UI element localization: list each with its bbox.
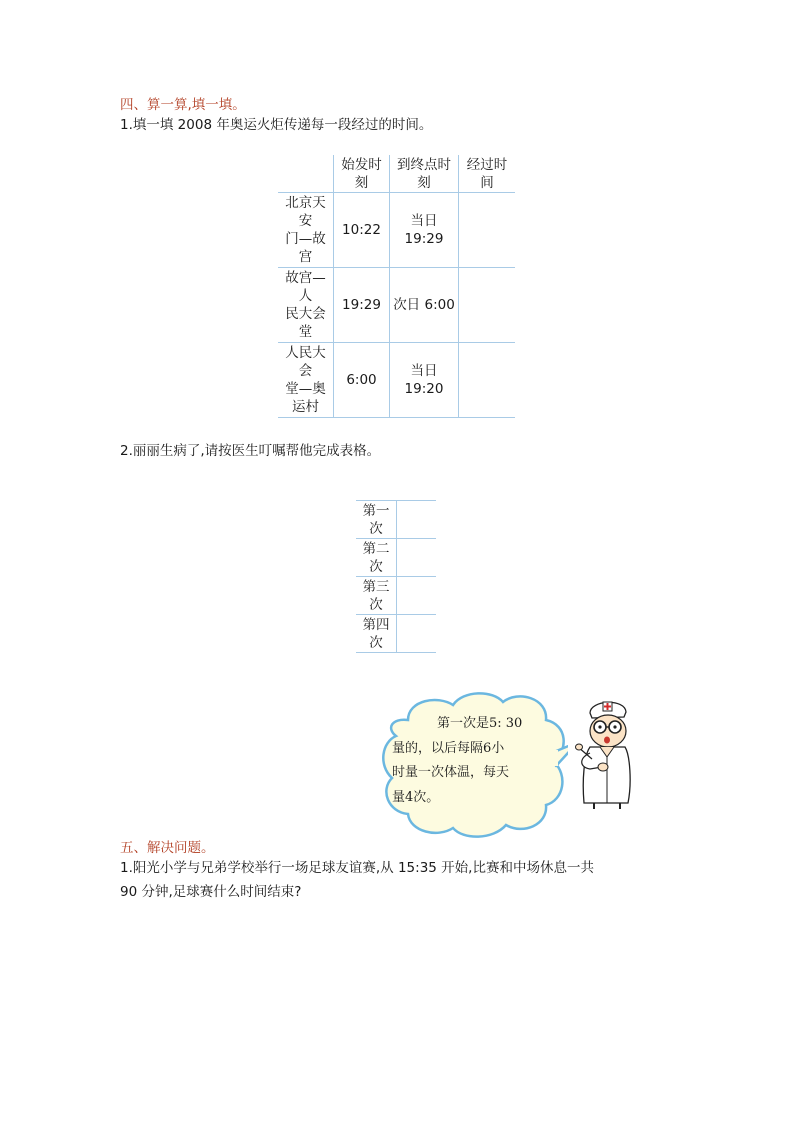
elapsed-answer-cell[interactable]	[459, 268, 516, 343]
bubble-line: 第一次是5: 30	[437, 716, 523, 731]
measurement-label: 第四 次	[356, 615, 397, 653]
table-row	[278, 343, 515, 418]
bubble-line: 量的，以后每隔6小	[392, 740, 505, 756]
bubble-line: 时量一次体温，每天	[392, 765, 510, 780]
header-end-time: 到终点时 刻	[390, 155, 459, 193]
measurement-label: 第三 次	[356, 577, 397, 615]
temperature-schedule-table	[356, 500, 436, 653]
table-row	[356, 615, 436, 653]
end-time-cell: 当日 19:29	[390, 193, 459, 268]
measurement-time-answer[interactable]	[397, 501, 437, 539]
header-elapsed-time: 经过时 间	[459, 155, 516, 193]
table-row	[356, 577, 436, 615]
elapsed-answer-cell[interactable]	[459, 343, 516, 418]
header-start-time: 始发时 刻	[334, 155, 390, 193]
question-1-text: 1.填一填 2008 年奥运火炬传递每一段经过的时间。	[120, 117, 433, 133]
problem-1-line-1: 1.阳光小学与兄弟学校举行一场足球友谊赛,从 15:35 开始,比赛和中场休息一共	[120, 860, 594, 876]
start-time-cell: 19:29	[334, 268, 390, 343]
table-row	[356, 539, 436, 577]
section5-heading: 五、解决问题。	[120, 840, 215, 856]
bubble-line: 量4次。	[392, 789, 440, 805]
start-time-cell: 6:00	[334, 343, 390, 418]
measurement-time-answer[interactable]	[397, 615, 437, 653]
end-time-cell: 当日 19:20	[390, 343, 459, 418]
section4-heading: 四、算一算,填一填。	[120, 97, 246, 113]
start-time-cell: 10:22	[334, 193, 390, 268]
table-row	[278, 268, 515, 343]
measurement-time-answer[interactable]	[397, 539, 437, 577]
header-blank-cell	[278, 155, 334, 193]
route-cell: 人民大 会 堂—奥 运村	[278, 343, 334, 418]
question-2-text: 2.丽丽生病了,请按医生叮嘱帮他完成表格。	[120, 443, 381, 459]
route-cell: 北京天 安 门—故 宫	[278, 193, 334, 268]
end-time-cell: 次日 6:00	[390, 268, 459, 343]
table-header-row	[278, 155, 515, 193]
table-row	[356, 501, 436, 539]
torch-relay-table	[278, 155, 515, 418]
measurement-label: 第二 次	[356, 539, 397, 577]
doctor-illustration	[570, 695, 645, 810]
table-row	[278, 193, 515, 268]
problem-1-line-2: 90 分钟,足球赛什么时间结束?	[120, 884, 302, 900]
doctor-instructions	[392, 712, 552, 810]
elapsed-answer-cell[interactable]	[459, 193, 516, 268]
measurement-label: 第一 次	[356, 501, 397, 539]
route-cell: 故宫— 人 民大会 堂	[278, 268, 334, 343]
measurement-time-answer[interactable]	[397, 577, 437, 615]
